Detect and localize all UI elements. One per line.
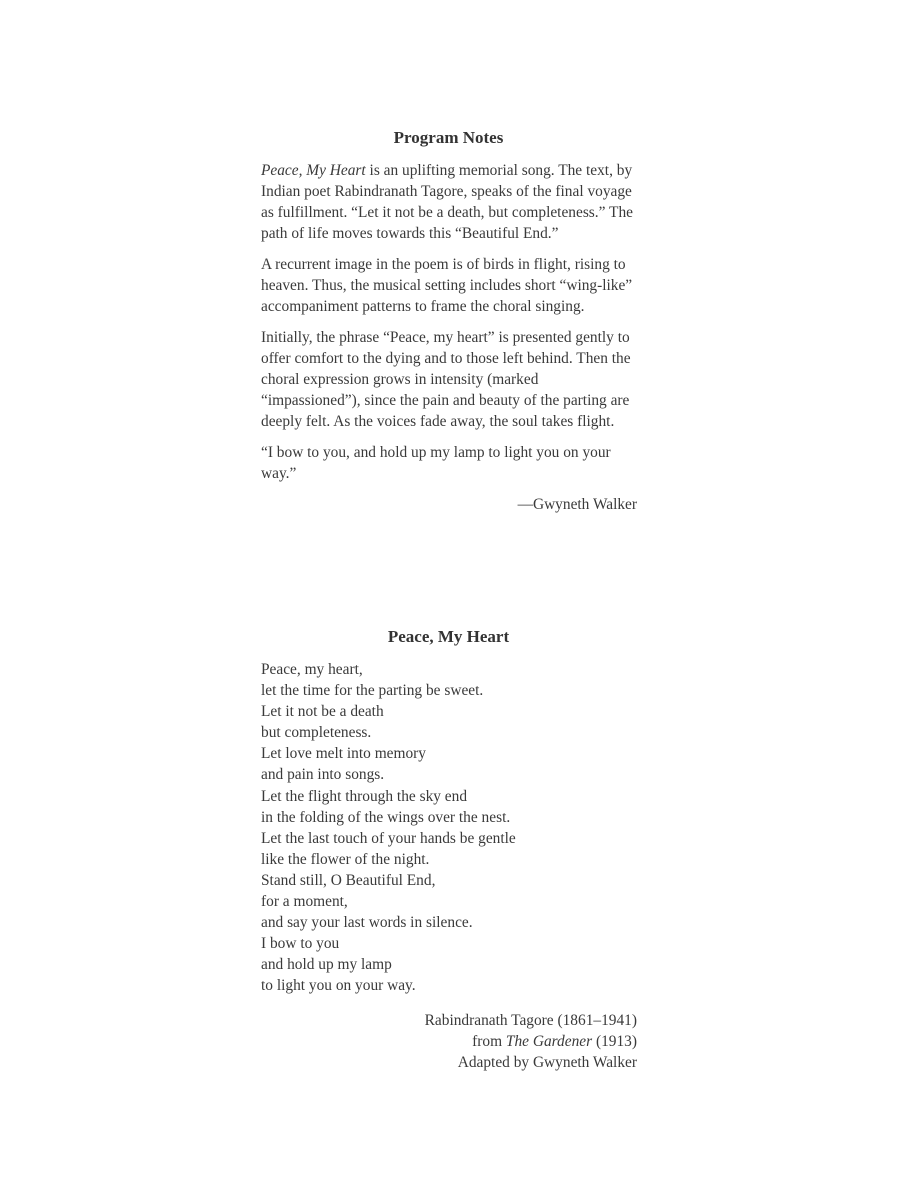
poem-line: Let the flight through the sky end	[261, 787, 468, 805]
poem-line: in the folding of the wings over the nest.	[261, 808, 511, 826]
credit-source	[261, 1031, 637, 1052]
poem-line: Peace, my heart,	[261, 661, 363, 678]
poem-credits	[261, 1010, 637, 1073]
credit-author: Rabindranath Tagore (1861–1941)	[424, 1012, 637, 1029]
poem-line: like the flower of the night.	[261, 850, 430, 868]
poem-heading: Peace, My Heart	[387, 627, 510, 646]
work-title-italic: Peace, My Heart	[261, 162, 366, 179]
poem-line: Let love melt into memory	[261, 745, 426, 763]
poem-text	[261, 659, 641, 997]
poem-line: Let the last touch of your hands be gentle	[261, 829, 516, 847]
poem-line: but completeness.	[261, 724, 372, 742]
program-notes-heading: Program Notes	[393, 128, 504, 147]
credit-source-year: (1913)	[592, 1033, 637, 1050]
notes-signature: —Gwyneth Walker	[517, 496, 637, 513]
poem-line: let the time for the parting be sweet.	[261, 682, 484, 700]
notes-paragraph-1-text: is an uplifting memorial song. The text, by Indian poet Rabindranath Tagore, speaks of the final voyage as fulfillment. “Let it not be a death, but completeness.” The path of life moves towards this “Beautiful End.”	[261, 162, 633, 242]
credit-source-title: The Gardener	[505, 1033, 593, 1050]
poem-line: Let it not be a death	[261, 703, 384, 721]
poem-line: and say your last words in silence.	[261, 914, 473, 932]
poem-line: and pain into songs.	[261, 766, 385, 784]
credit-adapted: Adapted by Gwyneth Walker	[457, 1054, 637, 1071]
notes-paragraph-1	[261, 160, 641, 244]
notes-paragraph-3: Initially, the phrase “Peace, my heart” is presented gently to offer comfort to the dying and to those left behind. Then the choral expression grows in intensity (marked “impassioned”), since the pain and beauty of the parting are deeply felt. As the voices fade away, the soul takes flight.	[261, 329, 631, 430]
program-notes-body	[261, 160, 641, 515]
poem-line: Stand still, O Beautiful End,	[261, 871, 436, 889]
notes-quote: “I bow to you, and hold up my lamp to light you on your way.”	[261, 444, 611, 482]
credit-source-prefix: from	[472, 1033, 506, 1050]
poem-line: for a moment,	[261, 893, 348, 911]
poem-line: to light you on your way.	[261, 977, 416, 995]
poem-line: and hold up my lamp	[261, 956, 392, 974]
poem-line: I bow to you	[261, 935, 340, 953]
notes-paragraph-2: A recurrent image in the poem is of birds in flight, rising to heaven. Thus, the musical setting includes short “wing-like” accompaniment patterns to frame the choral singing.	[261, 256, 633, 315]
